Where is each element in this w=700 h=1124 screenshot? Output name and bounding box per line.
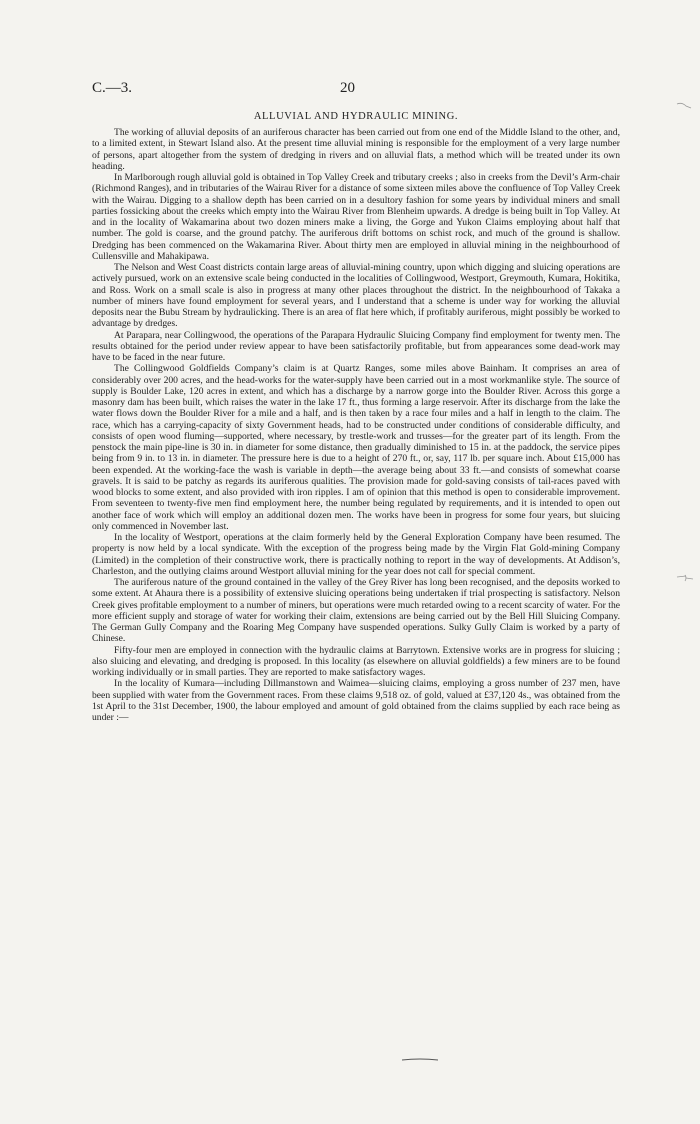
paragraph: In the locality of Kumara—including Dillmanstown and Waimea—sluicing claims, employing a gross number of 237 men, have been supplied with water from the Government races. From these claims 9,518 oz. of gold, valued at £37,120 4s., was obtained from the 1st April to the 31st December, 1900, the labour employed and amount of gold obtained from the claims supplied by each race being as under :— bbox=[92, 678, 620, 723]
article-body bbox=[92, 127, 620, 723]
paragraph: At Parapara, near Collingwood, the operations of the Parapara Hydraulic Sluicing Company find employment for twenty men. The results obtained for the period under review appear to have been satisfactorily profitable, but from appearances some dead-work may have to be faced in the near future. bbox=[92, 329, 620, 363]
paragraph: In the locality of Westport, operations at the claim formerly held by the General Exploration Company have been resumed. The property is now held by a local syndicate. With the exception of the progress being made by the Virgin Flat Gold-mining Company (Limited) in the completion of their constructive work, there is practically nothing to report in the way of developments. At Addison’s, Charleston, and the outlying claims around Westport alluvial mining for the year does not call for special comment. bbox=[92, 532, 620, 577]
paragraph: The Nelson and West Coast districts contain large areas of alluvial-mining country, upon which digging and sluicing operations are actively pursued, work on an extensive scale being conducted in the localities of Collingwood, Westport, Greymouth, Kumara, Hokitika, and Ross. Work on a small scale is also in progress at many other places throughout the district. In the neighbourhood of Takaka a number of miners have found employment for several years, and I understand that a scheme is under way for working the alluvial deposits near the Bubu Stream by hydraulicking. There is an area of flat here which, if profitably auriferous, might possibly be worked to advantage by dredges. bbox=[92, 262, 620, 330]
section-title: ALLUVIAL AND HYDRAULIC MINING. bbox=[253, 111, 459, 122]
page-number: 20 bbox=[340, 80, 355, 96]
end-rule bbox=[402, 1058, 438, 1062]
margin-mark bbox=[676, 574, 694, 582]
margin-mark bbox=[676, 102, 692, 110]
document-code: C.—3. bbox=[92, 80, 133, 96]
page-header bbox=[92, 80, 612, 100]
paragraph: The working of alluvial deposits of an auriferous character has been carried out from one end of the Middle Island to the other, and, to a limited extent, in Stewart Island also. At the present time alluvial mining is responsible for the employment of a very large number of persons, apart altogether from the system of dredging in rivers and on alluvial flats, a method which will be treated under its own heading. bbox=[92, 127, 620, 172]
paragraph: The auriferous nature of the ground contained in the valley of the Grey River has long been recognised, and the deposits worked to some extent. At Ahaura there is a possibility of extensive sluicing operations being undertaken if trial prospecting is satisfactory. Nelson Creek gives profitable employment to a number of miners, but operations were much retarded owing to a recent scarcity of water. For the more efficient supply and storage of water for working their claim, extensions are being carried out by the Bell Hill Sluicing Company. The German Gully Company and the Roaring Meg Company have suspended operations. Sulky Gully Claim is worked by a party of Chinese. bbox=[92, 577, 620, 645]
paragraph: In Marlborough rough alluvial gold is obtained in Top Valley Creek and tributary creeks ; also in creeks from the Devil’s Arm-chair (Richmond Ranges), and in tributaries of the Wairau River for a distance of some sixteen miles above the confluence of Top Valley Creek with the Wairau. Digging to a shallow depth has been carried on in a desultory fashion for some years by individual miners and small parties fossicking about the creeks which empty into the Wairau River from Blenheim upwards. A dredge is being built in Top Valley. At and in the locality of Wakamarina about two dozen miners make a living, the Gorge and Yukon Claims employing about half that number. The gold is coarse, and the ground patchy. The auriferous drift bottoms on schist rock, and much of the ground is shallow. Dredging has been commenced on the Wakamarina River. About thirty men are employed in alluvial mining in the neighbourhood of Cullensville and Mahakipawa. bbox=[92, 172, 620, 262]
paragraph: The Collingwood Goldfields Company’s claim is at Quartz Ranges, some miles above Bainham. It comprises an area of considerably over 200 acres, and the head-works for the water-supply have been carried out in a most workmanlike style. The source of supply is Boulder Lake, 120 acres in extent, and which has a discharge by a narrow gorge into the Boulder River. Across this gorge a masonry dam has been built, which raises the water in the lake 17 ft., thus forming a large reservoir. After its discharge from the lake the water flows down the Boulder River for a mile and a half, and is then taken by a race four miles and a half in length to the claim. The race, which has a carrying-capacity of sixty Government heads, had to be constructed under conditions of considerable difficulty, and consists of open wood fluming—supported, where necessary, by trestle-work and trusses—for the greater part of its length. From the penstock the main pipe-line is 30 in. in diameter for some distance, then gradually diminished to 15 in. at the paddock, the service pipes being from 9 in. to 13 in. in diameter. The pressure here is due to a height of 270 ft., or, say, 117 lb. per square inch. About £15,000 has been expended. At the working-face the wash is variable in depth—the average being about 33 ft.—and consists of somewhat coarse gravels. It is said to be patchy as regards its auriferous qualities. The provision made for gold-saving consists of tail-races paved with wood blocks to some extent, and also provided with iron ripples. I am of opinion that this method is open to considerable improvement. From seventeen to twenty-five men find employment here, the number being regulated by requirements, and it is intended to open out another face of work which will employ an additional dozen men. The works have been in progress for some four years, but sluicing only commenced in November last. bbox=[92, 363, 620, 532]
paragraph: Fifty-four men are employed in connection with the hydraulic claims at Barrytown. Extensive works are in progress for sluicing ; also sluicing and elevating, and dredging is proposed. In this locality (as elsewhere on alluvial goldfields) a few miners are to be found working individually or in small parties. They are reported to make satisfactory wages. bbox=[92, 644, 620, 678]
